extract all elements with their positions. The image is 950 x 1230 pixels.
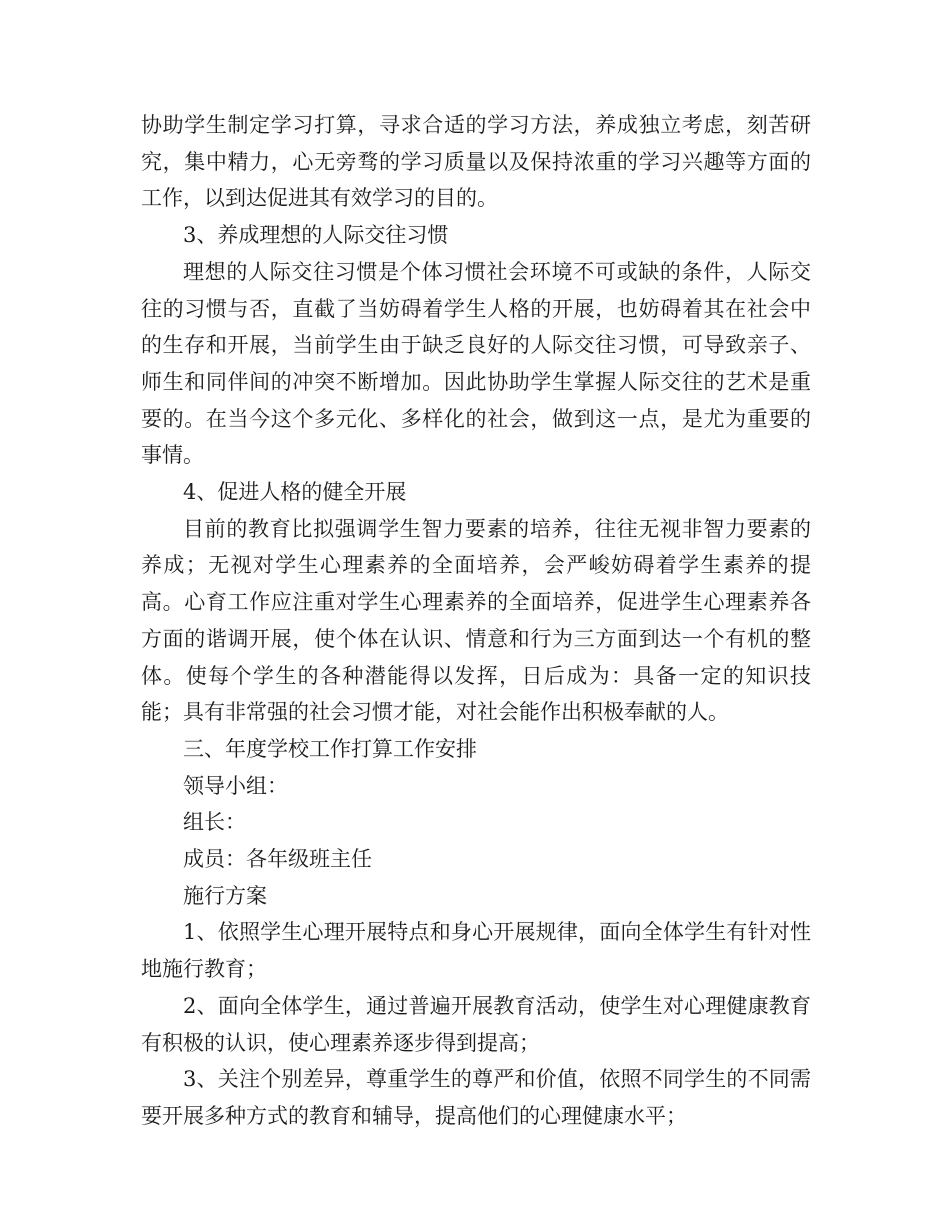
line-leadership-group: 领导小组： <box>183 773 288 798</box>
section-heading-personality: 4、促进人格的健全开展 <box>183 480 407 505</box>
list-item-3: 3、关注个别差异，尊重学生的尊严和价值，依照不同学生的不同需要开展多种方式的教育和辅导，提高他们的心理健康水平； <box>141 1067 811 1128</box>
list-item-2: 2、面向全体学生，通过普遍开展教育活动，使学生对心理健康教育有积极的认识，使心理素养逐步得到提高； <box>141 993 811 1055</box>
line-group-leader: 组长： <box>183 810 246 835</box>
section-heading-interpersonal: 3、养成理想的人际交往习惯 <box>183 223 449 248</box>
line-members: 成员：各年级班主任 <box>183 847 372 872</box>
paragraph-study-guidance: 协助学生制定学习打算，寻求合适的学习方法，养成独立考虑，刻苦研究，集中精力，心无旁骛的学习质量以及保持浓重的学习兴趣等方面的工作，以到达促进其有效学习的目的。 <box>141 113 811 211</box>
paragraph-interpersonal: 理想的人际交往习惯是个体习惯社会环境不可或缺的条件，人际交往的习惯与否，直截了当妨碍着学生人格的开展，也妨碍着其在社会中的生存和开展，当前学生由于缺乏良好的人际交往习惯，可导致亲子、师生和同伴间的冲突不断增加。因此协助学生掌握人际交往的艺术是重要的。在当今这个多元化、多样化的社会，做到这一点，是尤为重要的事情。 <box>141 259 811 468</box>
list-item-1: 1、依照学生心理开展特点和身心开展规律，面向全体学生有针对性地施行教育； <box>141 920 811 982</box>
section-heading-annual-plan: 三、年度学校工作打算工作安排 <box>183 736 477 761</box>
paragraph-personality: 目前的教育比拟强调学生智力要素的培养，往往无视非智力要素的养成；无视对学生心理素养的全面培养，会严峻妨碍着学生素养的提高。心育工作应注重对学生心理素养的全面培养，促进学生心理素养各方面的谐调开展，使个体在认识、情意和行为三方面到达一个有机的整体。使每个学生的各种潜能得以发挥，日后成为：具备一定的知识技能；具有非常强的社会习惯才能，对社会能作出积极奉献的人。 <box>141 516 811 725</box>
document-body <box>141 107 811 1135</box>
line-implementation-plan: 施行方案 <box>183 883 267 908</box>
